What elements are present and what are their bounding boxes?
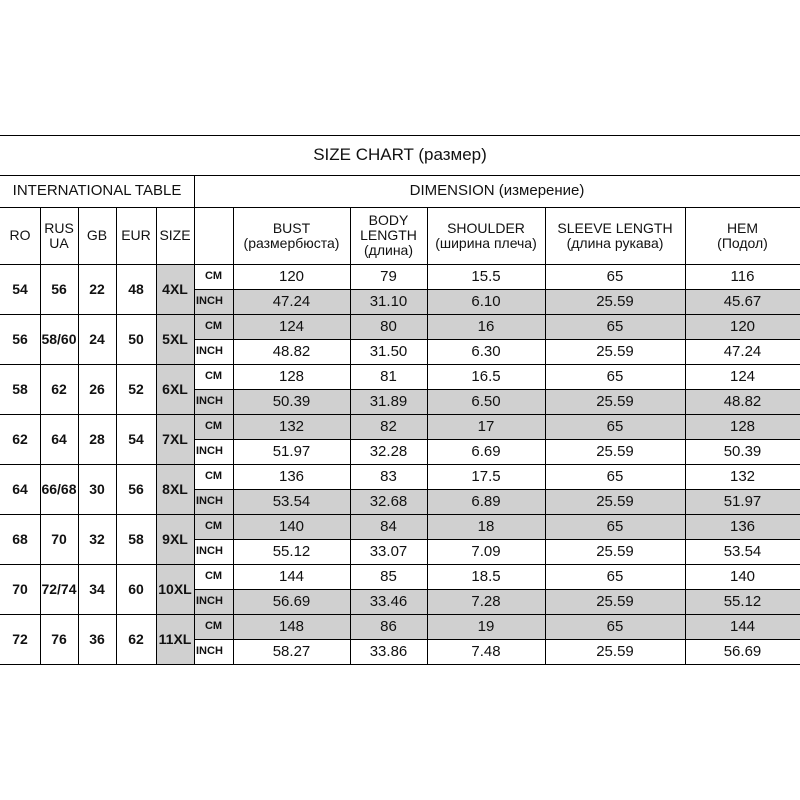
cell-ro: 70 xyxy=(12,580,28,597)
header-line: BUST xyxy=(272,219,311,236)
header-rus-ua xyxy=(40,207,78,264)
header-sleeve-length xyxy=(545,207,685,264)
cell-inch-value: 25.59 xyxy=(545,489,685,514)
cell-gb: 34 xyxy=(89,580,105,597)
cell-eur: 48 xyxy=(128,280,144,297)
cell-cm-value: 65 xyxy=(606,367,624,385)
cell-cm-value: 80 xyxy=(350,314,427,339)
cell-inch-value: 51.97 xyxy=(272,442,311,460)
cell-inch-value: 25.59 xyxy=(596,442,634,460)
cell-cm-value: 16 xyxy=(427,314,545,339)
cell-rus-ua: 72/74 xyxy=(41,580,77,597)
grid-line xyxy=(0,564,800,565)
grid-line xyxy=(0,414,800,415)
unit-inch: INCH xyxy=(196,344,223,357)
unit-cm: CM xyxy=(204,569,223,582)
cell-cm-value: 144 xyxy=(278,567,305,585)
unit-cm: CM xyxy=(204,269,223,282)
cell-inch-value: 33.46 xyxy=(350,589,427,614)
cell-cm-value: 82 xyxy=(350,414,427,439)
header-unit-blank xyxy=(194,207,233,264)
grid-line xyxy=(194,489,800,490)
cell-cm-value: 16.5 xyxy=(471,367,501,385)
header-gb: GB xyxy=(86,227,108,244)
cell-inch-value: 32.28 xyxy=(369,442,408,460)
cell-inch-value: 6.10 xyxy=(427,289,545,314)
cell-cm-value: 132 xyxy=(233,414,350,439)
cell-inch-value: 25.59 xyxy=(545,389,685,414)
grid-line xyxy=(194,439,800,440)
cell-cm-value: 65 xyxy=(606,267,624,285)
header-size: SIZE xyxy=(159,227,191,244)
cell-inch-value: 47.24 xyxy=(233,289,350,314)
cell-cm-value: 19 xyxy=(427,614,545,639)
cell-ro: 68 xyxy=(12,530,28,547)
cell-inch-value: 53.54 xyxy=(723,542,762,560)
unit-inch: INCH xyxy=(194,289,233,314)
cell-size: 7XL xyxy=(156,414,194,464)
cell-size: 5XL xyxy=(156,314,194,364)
cell-cm-value: 140 xyxy=(233,514,350,539)
cell-gb: 26 xyxy=(89,380,105,397)
cell-cm-value: 120 xyxy=(685,314,800,339)
cell-inch-value: 7.48 xyxy=(471,642,501,660)
grid-line xyxy=(0,264,800,265)
cell-inch-value: 25.59 xyxy=(596,342,634,360)
header-line: BODY xyxy=(368,212,409,229)
cell-size: 4XL xyxy=(156,264,194,314)
cell-cm-value: 79 xyxy=(380,267,397,285)
cell-cm-value: 86 xyxy=(350,614,427,639)
cell-eur: 50 xyxy=(128,330,144,347)
cell-inch-value: 56.69 xyxy=(233,589,350,614)
cell-cm-value: 15.5 xyxy=(471,267,501,285)
header-line: (длина рукава) xyxy=(566,234,664,251)
international-table-label: INTERNATIONAL TABLE xyxy=(12,182,182,200)
cell-size: 8XL xyxy=(156,464,194,514)
cell-inch-value: 48.82 xyxy=(272,342,311,360)
cell-inch-value: 50.39 xyxy=(233,389,350,414)
cell-rus-ua: 56 xyxy=(51,280,67,297)
grid-line xyxy=(233,207,234,664)
header-ro: RO xyxy=(9,227,31,244)
cell-cm-value: 124 xyxy=(233,314,350,339)
cell-cm-value: 65 xyxy=(545,614,685,639)
cell-cm-value: 18 xyxy=(427,514,545,539)
grid-line xyxy=(427,207,428,664)
cell-cm-value: 65 xyxy=(545,414,685,439)
grid-line xyxy=(0,364,800,365)
cell-cm-value: 148 xyxy=(233,614,350,639)
header-line: (длина) xyxy=(364,241,413,258)
header-bust xyxy=(233,207,350,264)
grid-line xyxy=(40,207,41,664)
cell-cm-value: 83 xyxy=(380,467,397,485)
cell-inch-value: 55.12 xyxy=(272,542,311,560)
cell-inch-value: 31.50 xyxy=(369,342,408,360)
cell-cm-value: 17 xyxy=(427,414,545,439)
grid-line xyxy=(545,207,546,664)
grid-line xyxy=(0,314,800,315)
cell-cm-value: 84 xyxy=(350,514,427,539)
cell-eur: 60 xyxy=(128,580,144,597)
cell-inch-value: 6.50 xyxy=(427,389,545,414)
cell-inch-value: 7.28 xyxy=(427,589,545,614)
grid-line xyxy=(194,339,800,340)
cell-rus-ua: 76 xyxy=(51,630,67,647)
cell-inch-value: 50.39 xyxy=(723,442,762,460)
cell-eur: 58 xyxy=(128,530,144,547)
unit-inch: INCH xyxy=(194,489,233,514)
cell-inch-value: 33.86 xyxy=(369,642,408,660)
cell-inch-value: 47.24 xyxy=(723,342,762,360)
cell-cm-value: 140 xyxy=(729,567,756,585)
header-eur: EUR xyxy=(121,227,151,244)
cell-rus-ua: 58/60 xyxy=(41,330,77,347)
header-line: LENGTH xyxy=(360,227,417,244)
unit-inch: INCH xyxy=(196,444,223,457)
cell-size: 11XL xyxy=(156,614,194,664)
grid-line xyxy=(194,589,800,590)
header-line: SLEEVE LENGTH xyxy=(557,219,673,236)
cell-size: 6XL xyxy=(156,364,194,414)
grid-line xyxy=(350,207,351,664)
cell-inch-value: 32.68 xyxy=(350,489,427,514)
cell-inch-value: 45.67 xyxy=(685,289,800,314)
cell-inch-value: 55.12 xyxy=(685,589,800,614)
cell-inch-value: 7.09 xyxy=(471,542,501,560)
header-line: (ширина плеча) xyxy=(435,234,537,251)
unit-cm: CM xyxy=(194,614,233,639)
cell-rus-ua: 62 xyxy=(51,380,67,397)
cell-eur: 52 xyxy=(128,380,144,397)
cell-inch-value: 31.89 xyxy=(350,389,427,414)
grid-line xyxy=(116,207,117,664)
cell-cm-value: 128 xyxy=(685,414,800,439)
cell-gb: 22 xyxy=(89,280,105,297)
unit-inch: INCH xyxy=(194,389,233,414)
cell-rus-ua: 66/68 xyxy=(41,480,77,497)
cell-ro: 58 xyxy=(12,380,28,397)
cell-inch-value: 6.69 xyxy=(471,442,501,460)
cell-ro: 56 xyxy=(12,330,28,347)
unit-inch: INCH xyxy=(196,544,223,557)
cell-cm-value: 124 xyxy=(729,367,756,385)
unit-cm: CM xyxy=(194,414,233,439)
header-line: UA xyxy=(49,234,69,251)
cell-inch-value: 25.59 xyxy=(545,289,685,314)
cell-inch-value: 25.59 xyxy=(596,542,634,560)
cell-rus-ua: 64 xyxy=(51,430,67,447)
header-line: (размербюста) xyxy=(243,234,340,251)
cell-ro: 64 xyxy=(12,480,28,497)
cell-eur: 56 xyxy=(128,480,144,497)
grid-line xyxy=(685,207,686,664)
header-body-length xyxy=(350,207,427,264)
cell-cm-value: 65 xyxy=(545,314,685,339)
unit-cm: CM xyxy=(204,469,223,482)
header-line: (Подол) xyxy=(717,234,768,251)
grid-line xyxy=(0,175,800,176)
cell-ro: 72 xyxy=(12,630,28,647)
cell-eur: 62 xyxy=(128,630,144,647)
cell-cm-value: 18.5 xyxy=(471,567,501,585)
cell-gb: 36 xyxy=(89,630,105,647)
grid-line xyxy=(194,539,800,540)
cell-inch-value: 56.69 xyxy=(723,642,762,660)
cell-inch-value: 58.27 xyxy=(272,642,311,660)
cell-cm-value: 17.5 xyxy=(471,467,501,485)
cell-ro: 62 xyxy=(12,430,28,447)
grid-line xyxy=(194,175,195,664)
unit-cm: CM xyxy=(194,514,233,539)
grid-line xyxy=(194,289,800,290)
cell-cm-value: 65 xyxy=(606,467,624,485)
cell-cm-value: 136 xyxy=(278,467,305,485)
cell-eur: 54 xyxy=(128,430,144,447)
cell-inch-value: 53.54 xyxy=(233,489,350,514)
cell-inch-value: 48.82 xyxy=(685,389,800,414)
grid-line xyxy=(0,614,800,615)
cell-gb: 28 xyxy=(89,430,105,447)
cell-cm-value: 116 xyxy=(730,267,755,285)
cell-inch-value: 51.97 xyxy=(685,489,800,514)
header-shoulder xyxy=(427,207,545,264)
header-line: SHOULDER xyxy=(447,219,525,236)
cell-cm-value: 65 xyxy=(545,514,685,539)
cell-inch-value: 31.10 xyxy=(350,289,427,314)
grid-line xyxy=(0,135,800,136)
cell-inch-value: 25.59 xyxy=(596,642,634,660)
cell-size: 10XL xyxy=(156,564,194,614)
header-line: RUS xyxy=(44,219,74,236)
grid-line xyxy=(0,207,800,208)
cell-inch-value: 25.59 xyxy=(545,589,685,614)
cell-inch-value: 6.89 xyxy=(427,489,545,514)
size-chart-table xyxy=(0,135,800,663)
unit-inch: INCH xyxy=(196,644,223,657)
cell-cm-value: 132 xyxy=(729,467,756,485)
header-line: HEM xyxy=(726,219,759,236)
dimension-label: DIMENSION (измерение) xyxy=(409,182,585,200)
grid-line xyxy=(0,464,800,465)
unit-cm: CM xyxy=(204,369,223,382)
unit-cm: CM xyxy=(194,314,233,339)
grid-line xyxy=(78,207,79,664)
cell-gb: 30 xyxy=(89,480,105,497)
unit-inch: INCH xyxy=(194,589,233,614)
cell-cm-value: 65 xyxy=(606,567,624,585)
cell-inch-value: 33.07 xyxy=(369,542,408,560)
cell-cm-value: 81 xyxy=(380,367,397,385)
grid-line xyxy=(194,639,800,640)
cell-cm-value: 120 xyxy=(278,267,305,285)
cell-gb: 32 xyxy=(89,530,105,547)
cell-cm-value: 128 xyxy=(278,367,305,385)
cell-ro: 54 xyxy=(12,280,28,297)
cell-cm-value: 136 xyxy=(685,514,800,539)
chart-title: SIZE CHART (размер) xyxy=(313,145,487,165)
cell-cm-value: 85 xyxy=(380,567,397,585)
grid-line xyxy=(0,664,800,665)
grid-line xyxy=(194,389,800,390)
grid-line xyxy=(0,514,800,515)
cell-inch-value: 6.30 xyxy=(471,342,501,360)
cell-rus-ua: 70 xyxy=(51,530,67,547)
grid-line xyxy=(156,207,157,664)
header-hem xyxy=(685,207,800,264)
cell-size: 9XL xyxy=(156,514,194,564)
cell-gb: 24 xyxy=(89,330,105,347)
cell-cm-value: 144 xyxy=(685,614,800,639)
